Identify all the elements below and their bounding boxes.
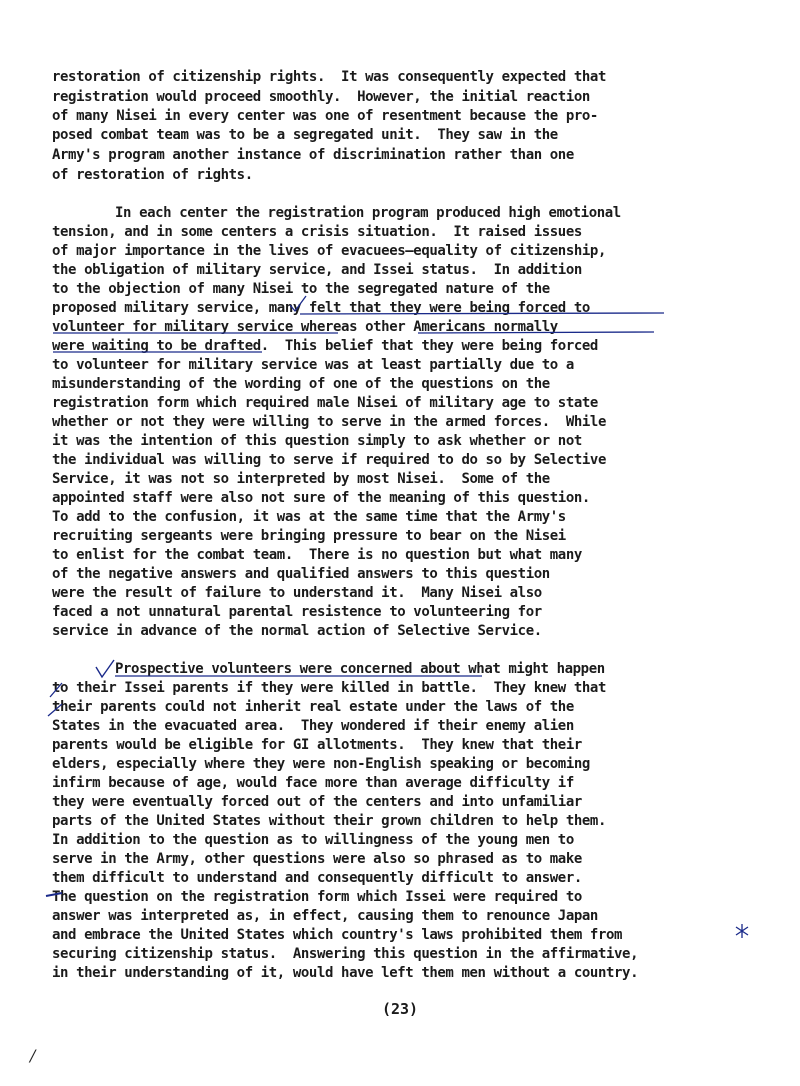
text-line: Army's program another instance of discrimination rather than one bbox=[52, 147, 574, 163]
text-line: of major importance in the lives of evacuees—equality of citizenship, bbox=[52, 243, 606, 259]
text-line: Service, it was not so interpreted by most Nisei. Some of the bbox=[52, 471, 550, 487]
text-line: registration form which required male Nisei of military age to state bbox=[52, 395, 598, 411]
text-line: elders, especially where they were non-English speaking or becoming bbox=[52, 756, 590, 772]
text-line: volunteer for military service whereas other Americans normally bbox=[52, 319, 558, 335]
text-line: were waiting to be drafted. This belief that they were being forced bbox=[52, 338, 598, 354]
text-line: they were eventually forced out of the centers and into unfamiliar bbox=[52, 794, 582, 810]
text-line: whether or not they were willing to serve in the armed forces. While bbox=[52, 414, 606, 430]
text-line: and embrace the United States which country's laws prohibited them from bbox=[52, 927, 623, 943]
text-line: it was the intention of this question simply to ask whether or not bbox=[52, 433, 582, 449]
text-line: them difficult to understand and consequently difficult to answer. bbox=[52, 870, 582, 886]
text-line: their parents could not inherit real estate under the laws of the bbox=[52, 699, 574, 715]
text-line: answer was interpreted as, in effect, causing them to renounce Japan bbox=[52, 908, 598, 924]
text-line: appointed staff were also not sure of the meaning of this question. bbox=[52, 490, 590, 506]
text-line: parts of the United States without their grown children to help them. bbox=[52, 813, 606, 829]
text-line: to volunteer for military service was at least partially due to a bbox=[52, 357, 574, 373]
text-line: of many Nisei in every center was one of resentment because the pro- bbox=[52, 108, 598, 124]
text-line: The question on the registration form which Issei were required to bbox=[52, 889, 582, 905]
text-line: States in the evacuated area. They wondered if their enemy alien bbox=[52, 718, 574, 734]
text-line: to the objection of many Nisei to the segregated nature of the bbox=[52, 281, 550, 297]
text-line: posed combat team was to be a segregated unit. They saw in the bbox=[52, 127, 558, 143]
text-line: to enlist for the combat team. There is no question but what many bbox=[52, 547, 582, 563]
text-line: faced a not unnatural parental resistence to volunteering for bbox=[52, 604, 542, 620]
text-line: tension, and in some centers a crisis situation. It raised issues bbox=[52, 224, 582, 240]
text-line: In each center the registration program produced high emotional bbox=[115, 205, 621, 221]
text-line: infirm because of age, would face more than average difficulty if bbox=[52, 775, 574, 791]
text-line: to their Issei parents if they were killed in battle. They knew that bbox=[52, 680, 606, 696]
text-line: In addition to the question as to willingness of the young men to bbox=[52, 832, 574, 848]
text-line: in their understanding of it, would have left them men without a country. bbox=[52, 965, 639, 981]
page-number: (23) bbox=[381, 1000, 419, 1018]
text-line: service in advance of the normal action of Selective Service. bbox=[52, 623, 542, 639]
text-line: the individual was willing to serve if required to do so by Selective bbox=[52, 452, 606, 468]
text-line: restoration of citizenship rights. It was consequently expected that bbox=[52, 69, 606, 85]
text-line: securing citizenship status. Answering this question in the affirmative, bbox=[52, 946, 639, 962]
text-line: the obligation of military service, and Issei status. In addition bbox=[52, 262, 582, 278]
text-line: misunderstanding of the wording of one of the questions on the bbox=[52, 376, 550, 392]
text-line: registration would proceed smoothly. However, the initial reaction bbox=[52, 89, 590, 105]
text-line: parents would be eligible for GI allotments. They knew that their bbox=[52, 737, 582, 753]
text-line: recruiting sergeants were bringing pressure to bear on the Nisei bbox=[52, 528, 566, 544]
text-line: of the negative answers and qualified answers to this question bbox=[52, 566, 550, 582]
corner-mark: / bbox=[30, 1046, 36, 1065]
text-line: were the result of failure to understand it. Many Nisei also bbox=[52, 585, 542, 601]
text-line: To add to the confusion, it was at the same time that the Army's bbox=[52, 509, 566, 525]
text-line: proposed military service, many felt that they were being forced to bbox=[52, 300, 590, 316]
check-mark bbox=[96, 660, 114, 677]
text-line: serve in the Army, other questions were also so phrased as to make bbox=[52, 851, 582, 867]
star-mark bbox=[736, 924, 748, 938]
text-line: of restoration of rights. bbox=[52, 167, 253, 183]
text-line: Prospective volunteers were concerned about what might happen bbox=[115, 661, 605, 677]
